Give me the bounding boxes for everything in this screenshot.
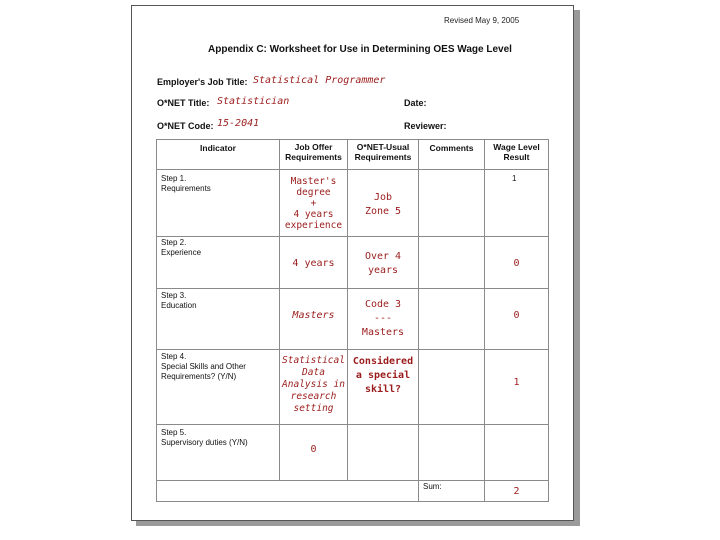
- step-4-job-offer: Statistical Data Analysis in research setting: [282, 355, 345, 414]
- date-label: Date:: [404, 98, 427, 108]
- header-indicator: Indicator: [200, 143, 236, 153]
- step-1-onet: Job Zone 5: [364, 192, 402, 217]
- step-3-result: 0: [513, 310, 520, 321]
- step-2-onet: Over 4 years: [364, 251, 402, 276]
- step-2-label: Step 2. Experience: [161, 238, 202, 257]
- step-1-result: 1: [512, 174, 517, 183]
- employer-job-title-value: Statistical Programmer: [253, 75, 386, 86]
- step-3-job-offer: Masters: [292, 310, 335, 321]
- onet-title-label: O*NET Title:: [157, 98, 210, 108]
- employer-job-title-label: Employer's Job Title:: [157, 77, 248, 87]
- onet-code-value: 15-2041: [217, 118, 260, 129]
- step-1-job-offer: Master's degree + 4 years experience: [284, 176, 343, 231]
- step-3-label: Step 3. Education: [161, 291, 197, 310]
- header-wage-level: Wage Level Result: [493, 142, 540, 162]
- reviewer-label: Reviewer:: [404, 121, 447, 131]
- step-4-result: 1: [513, 377, 520, 388]
- onet-code-label: O*NET Code:: [157, 121, 214, 131]
- header-job-offer: Job Offer Requirements: [285, 142, 342, 162]
- onet-title-value: Statistician: [217, 96, 290, 107]
- step-5-label: Step 5. Supervisory duties (Y/N): [161, 428, 248, 447]
- step-3-onet: Code 3 --- Masters: [361, 299, 405, 338]
- sum-label: Sum:: [423, 482, 442, 491]
- header-onet-usual: O*NET-Usual Requirements: [354, 142, 412, 162]
- header-comments: Comments: [429, 143, 474, 153]
- page-title: Appendix C: Worksheet for Use in Determining OES Wage Level: [208, 44, 512, 55]
- step-4-onet: Considered a special skill?: [352, 356, 414, 395]
- step-5-job-offer: 0: [310, 444, 317, 455]
- step-4-label: Step 4. Special Skills and Other Requirements? (Y/N): [161, 352, 246, 381]
- revised-date: Revised May 9, 2005: [444, 16, 520, 25]
- step-1-label: Step 1. Requirements: [161, 174, 211, 193]
- sum-value: 2: [513, 486, 520, 497]
- step-2-result: 0: [513, 258, 520, 269]
- step-2-job-offer: 4 years: [292, 258, 335, 269]
